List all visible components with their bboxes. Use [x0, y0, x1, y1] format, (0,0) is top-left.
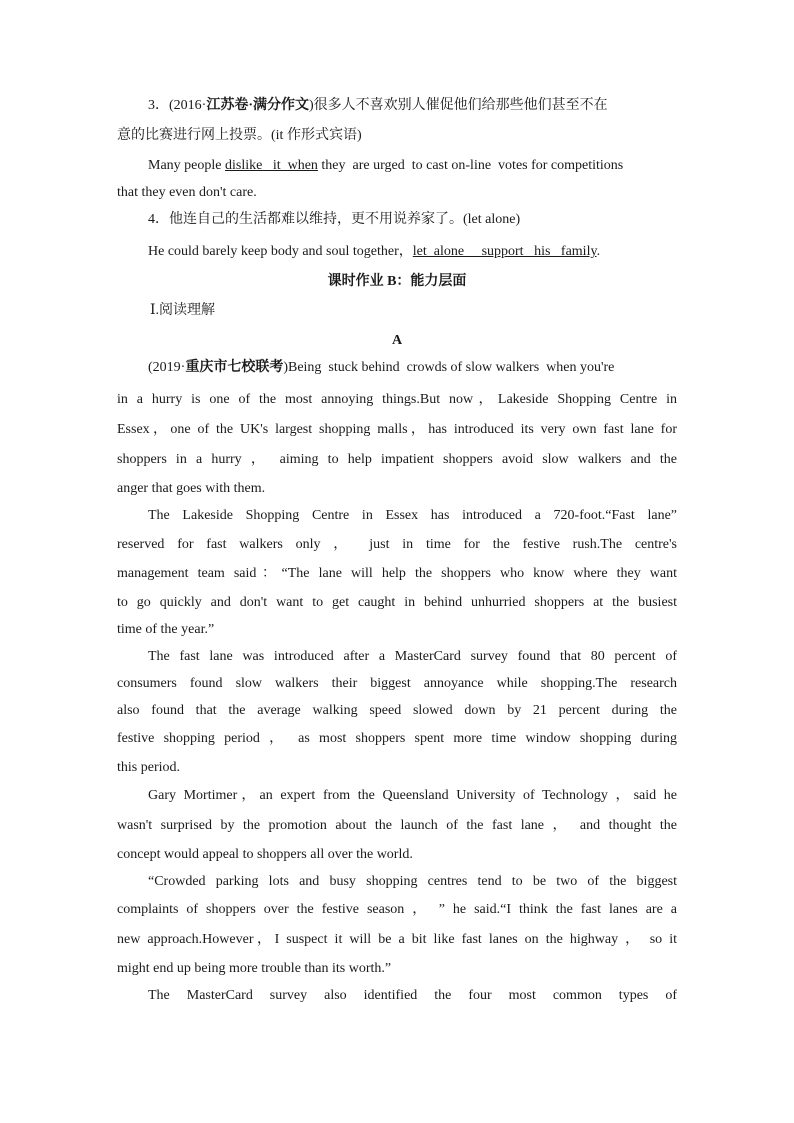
q4-english-post: .: [596, 244, 601, 259]
passage-source: 重庆市七校联考: [185, 360, 284, 375]
q3-english-post: they are urged to cast on-line votes for competitions: [317, 158, 624, 173]
passage-p3-line1: The fast lane was introduced after a MasterCard survey found that 80 percent of: [148, 649, 677, 664]
q4-english-line: [148, 242, 677, 262]
q4-english-pre: He could barely keep body and soul together，: [148, 244, 413, 259]
passage-p3-line2: consumers found slow walkers their biggest annoyance while shopping.The research: [117, 676, 677, 691]
passage-p5-line2: complaints of shoppers over the festive season ， ” he said.“I think the fast lanes are a: [117, 902, 677, 917]
passage-p4-line3: concept would appeal to shoppers all over the world.: [117, 847, 413, 862]
passage-p1-line1-rest: )Being stuck behind crowds of slow walkers when you're: [283, 360, 615, 375]
passage-letter: A: [391, 333, 403, 348]
passage-p1-line5: anger that goes with them.: [117, 481, 266, 496]
passage-p5-line3: new approach.However，I suspect it will be a bit like fast lanes on the highway ， so it: [117, 932, 677, 947]
passage-p5-line1: “Crowded parking lots and busy shopping centres tend to be two of the biggest: [148, 874, 677, 889]
passage-p6-line1: The MasterCard survey also identified the four most common types of: [148, 988, 677, 1003]
q3-answer: dislike it when: [224, 158, 318, 173]
passage-p3-line5: this period.: [117, 760, 180, 775]
part-title: Ⅰ.阅读理解: [150, 303, 216, 318]
passage-p4-line1: Gary Mortimer，an expert from the Queensland University of Technology ，said he: [148, 788, 677, 803]
passage-p1-line4: shoppers in a hurry ， aiming to help impatient shoppers avoid slow walkers and the: [117, 452, 677, 467]
q3-english-pre: Many people: [148, 158, 225, 173]
passage-p1-line3: Essex，one of the UK's largest shopping malls，has introduced its very own fast lane for: [117, 422, 677, 437]
q3-english-line2: that they even don't care.: [117, 185, 257, 200]
q3-source: 江苏卷·满分作文: [206, 98, 309, 113]
q3-prompt-text: )很多人不喜欢别人催促他们给那些他们甚至不在: [309, 98, 608, 113]
passage-p1-line1: [148, 358, 677, 378]
q3-chinese-line2: 意的比赛进行网上投票。(it 作形式宾语): [117, 128, 362, 143]
q4-chinese-line: 4．他连自己的生活都难以维持，更不用说养家了。(let alone): [148, 212, 521, 227]
passage-p2-line4: to go quickly and don't want to get caught in behind unhurried shoppers at the busiest: [117, 595, 677, 610]
q3-number: 3．(2016·: [148, 98, 207, 113]
q3-english-line1: [148, 156, 677, 176]
q3-chinese-line1: [148, 96, 677, 116]
passage-p4-line2: wasn't surprised by the promotion about the launch of the fast lane ， and thought the: [117, 818, 677, 833]
passage-p2-line2: reserved for fast walkers only ， just in time for the festive rush.The centre's: [117, 537, 677, 552]
passage-p1-line2: in a hurry is one of the most annoying things.But now，Lakeside Shopping Centre in: [117, 392, 677, 407]
passage-p2-line1: The Lakeside Shopping Centre in Essex has introduced a 720-foot.“Fast lane”: [148, 508, 677, 523]
passage-p3-line3: also found that the average walking speed slowed down by 21 percent during the: [117, 703, 677, 718]
passage-source-pre: (2019·: [148, 360, 186, 375]
section-title: 课时作业 B：能力层面: [327, 274, 467, 289]
passage-p2-line3: management team said：“The lane will help the shoppers who know where they want: [117, 566, 677, 581]
passage-p3-line4: festive shopping period ， as most shoppers spent more time window shopping during: [117, 731, 677, 746]
passage-p2-line5: time of the year.”: [117, 622, 215, 637]
q4-answer: let alone support his family: [412, 244, 597, 259]
passage-p5-line4: might end up being more trouble than its worth.”: [117, 961, 392, 976]
